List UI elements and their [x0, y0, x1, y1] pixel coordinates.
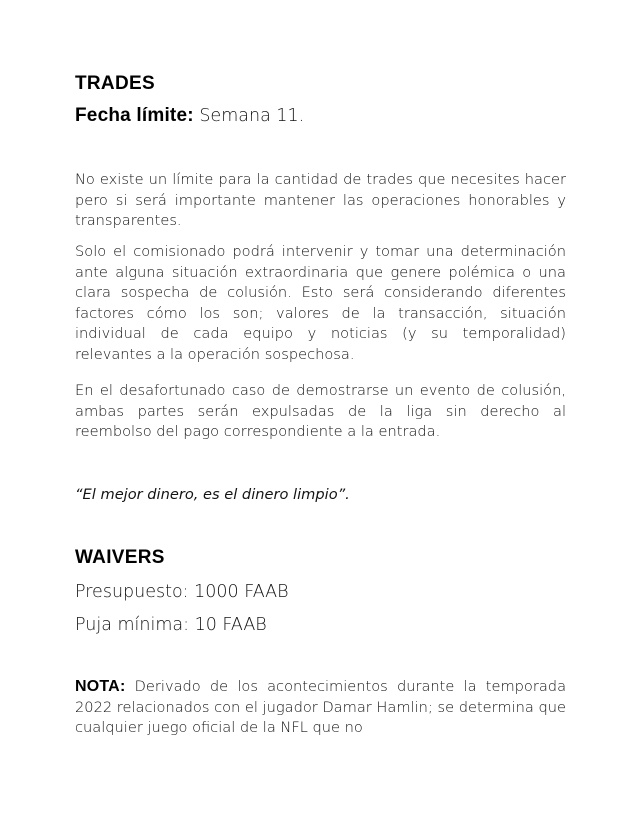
trade-deadline-label: Fecha límite:: [75, 105, 194, 126]
trade-deadline: [75, 105, 304, 127]
trades-paragraph-3: En el desafortunado caso de demostrarse un evento de colusión, ambas partes serán expulsadas de la liga sin derecho al reembolso del pago correspondiente a la entrada.: [75, 382, 566, 440]
note-paragraph: [75, 677, 566, 739]
waivers-heading: WAIVERS: [75, 547, 165, 568]
trades-quote: “El mejor dinero, es el dinero limpio”.: [75, 486, 350, 503]
trade-deadline-value: Semana 11.: [199, 106, 305, 126]
note-label: NOTA:: [75, 678, 126, 695]
trades-paragraph-1: No existe un límite para la cantidad de trades que necesites hacer pero si será importante mantener las operaciones honorables y transparentes.: [75, 171, 566, 229]
trades-paragraph-2: Solo el comisionado podrá intervenir y tomar una determinación ante alguna situación extraordinaria que genere polémica o una clara sospecha de colusión. Esto será considerando diferentes factores cómo los son; valores de la transacción, situación individual de cada equipo y noticias (y su temporalidad) relevantes a la operación sospechosa.: [75, 243, 566, 363]
waivers-budget: Presupuesto: 1000 FAAB: [75, 582, 289, 602]
trades-heading: TRADES: [75, 73, 155, 94]
waivers-min-bid: Puja mínima: 10 FAAB: [75, 615, 267, 635]
note-text: Derivado de los acontecimientos durante la temporada 2022 relacionados con el jugador Damar Hamlin; se determina que cualquier juego oficial de la NFL que no: [75, 678, 567, 736]
